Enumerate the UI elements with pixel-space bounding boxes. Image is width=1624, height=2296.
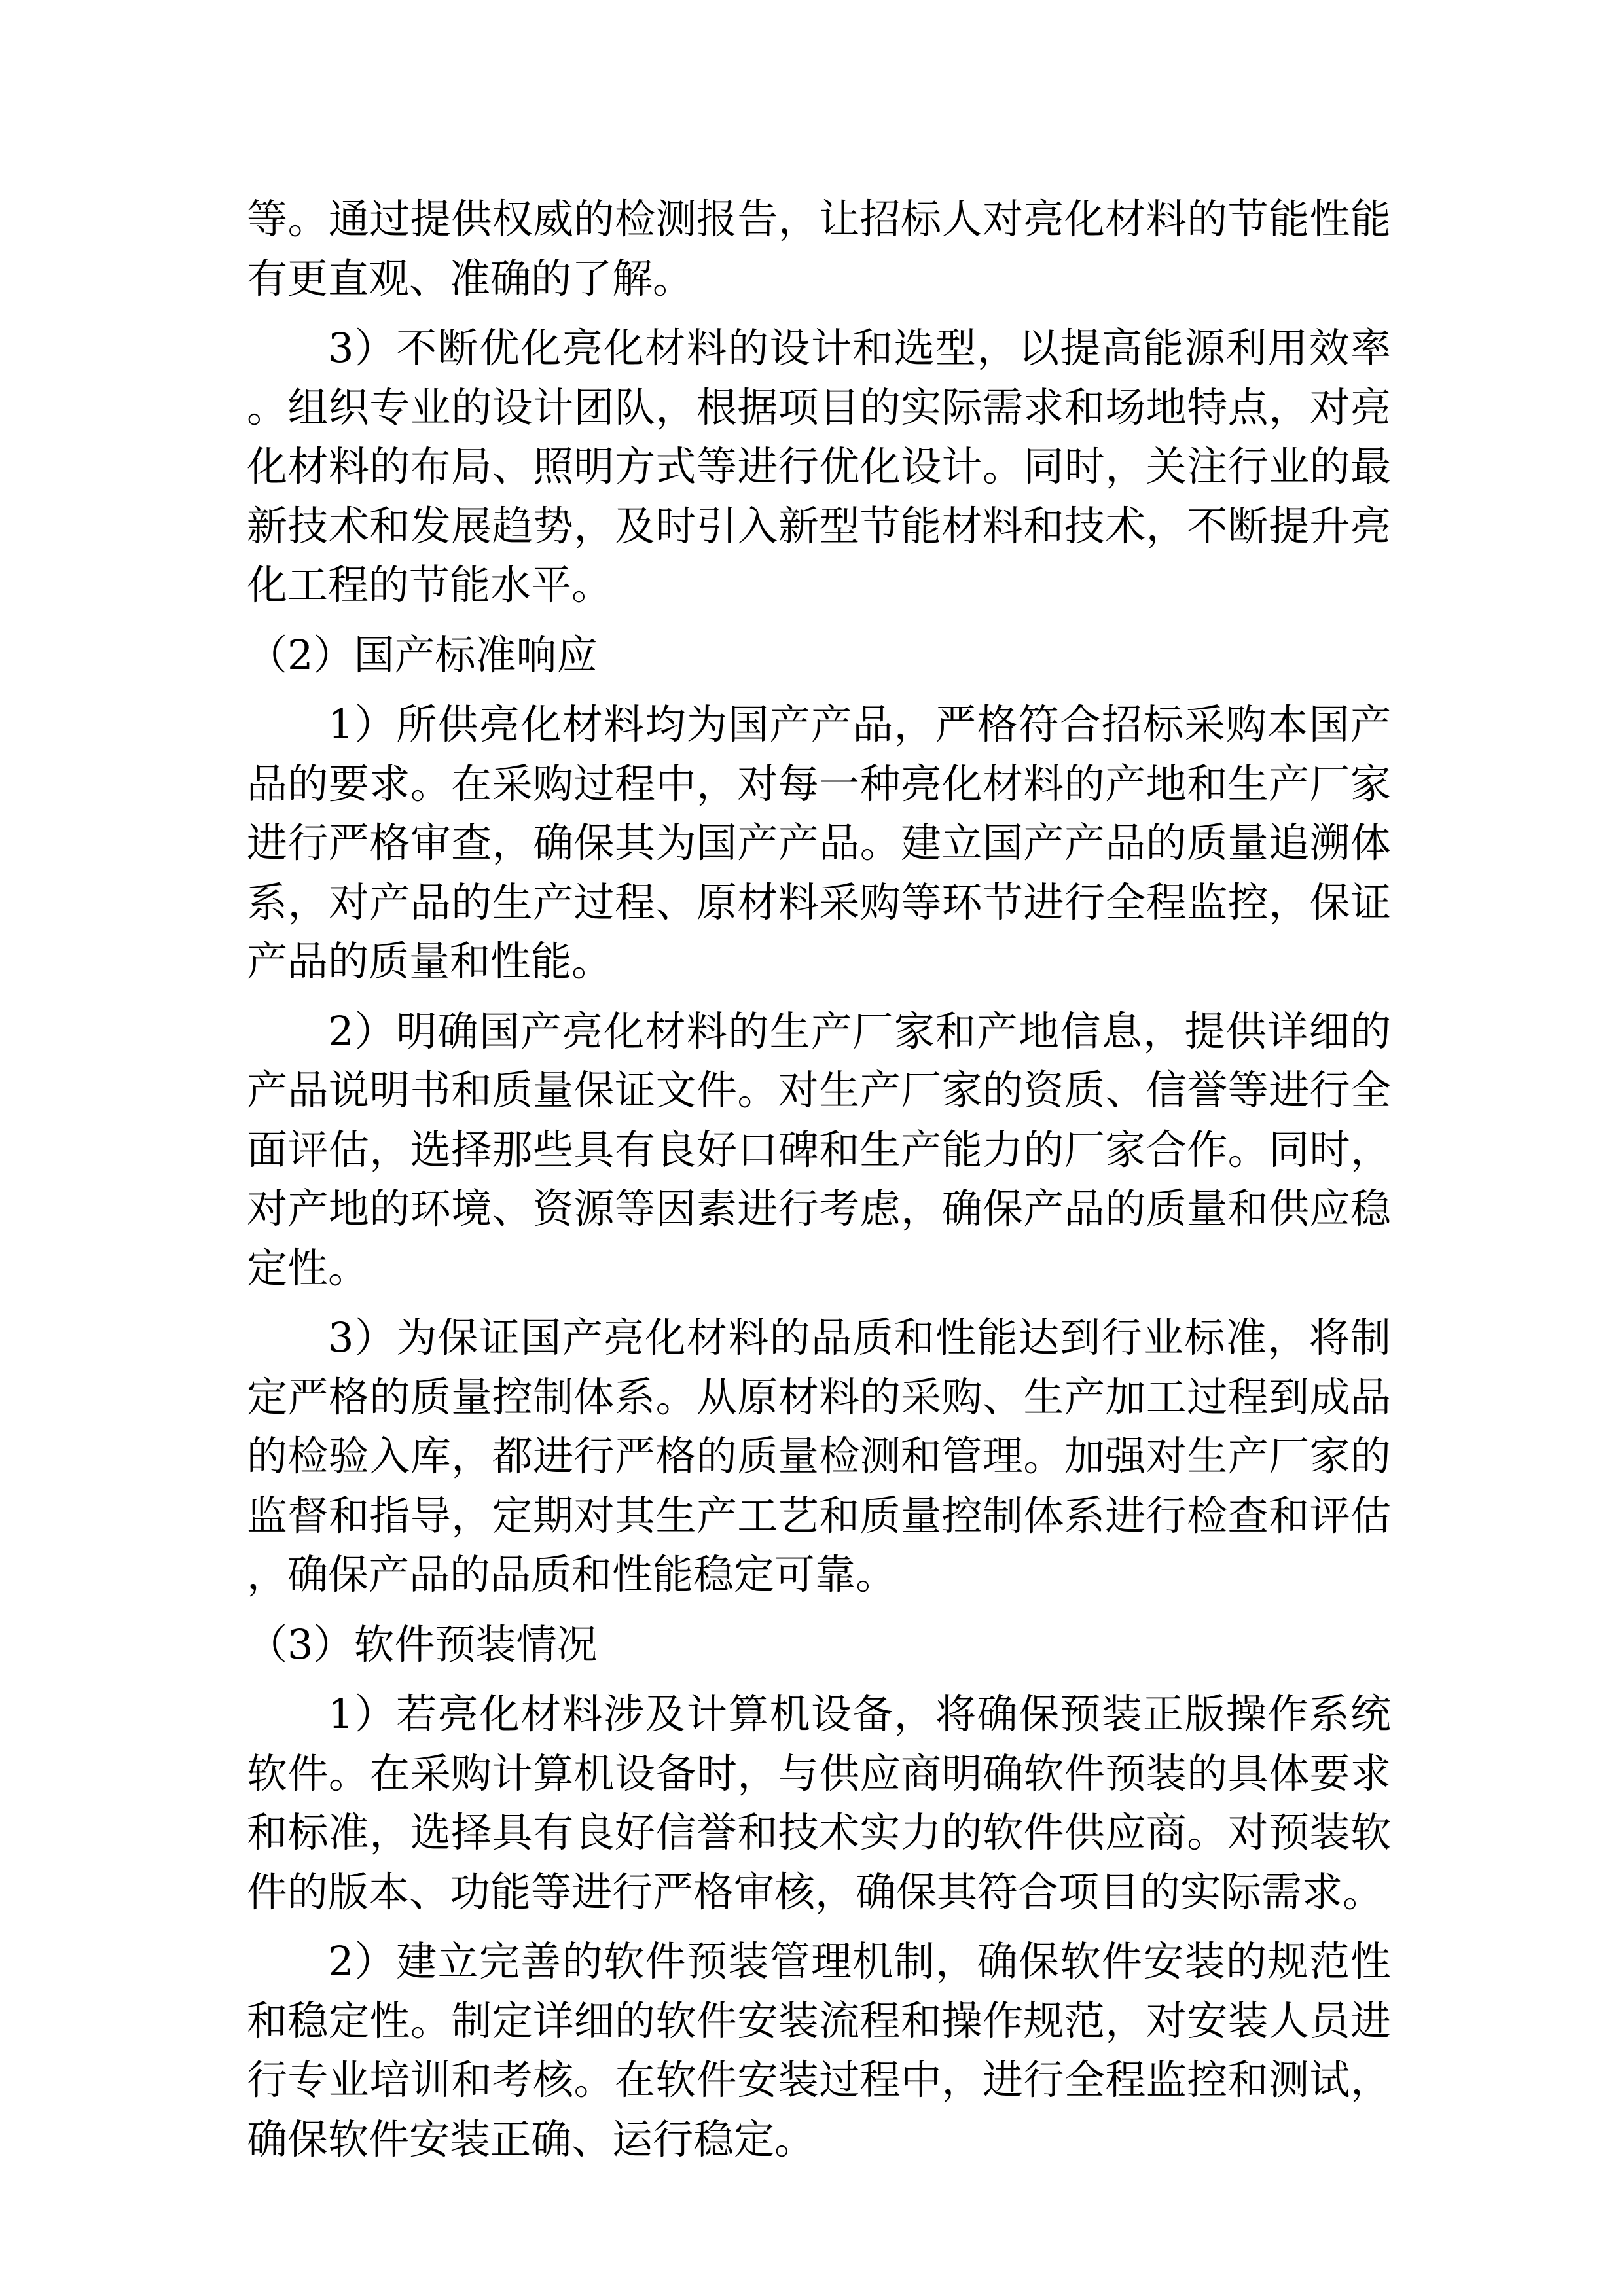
section-heading-domestic-standard: （2）国产标准响应 xyxy=(247,630,598,679)
page-body xyxy=(247,190,1391,2169)
paragraph-manufacturer-info: 2）明确国产亮化材料的生产厂家和产地信息，提供详细的产品说明书和质量保证文件。对生产厂家的资质、信誉等进行全面评估，选择那些具有良好口碑和生产能力的厂家合作。同时，对产地的环境、资源等因素进行考虑，确保产品的质量和供应稳定性。 xyxy=(247,1007,1391,1292)
paragraph-install-management: 2）建立完善的软件预装管理机制，确保软件安装的规范性和稳定性。制定详细的软件安装流程和操作规范，对安装人员进行专业培训和考核。在软件安装过程中，进行全程监控和测试，确保软件安装正确、运行稳定。 xyxy=(247,1937,1391,2163)
paragraph-continuation-testing-report: 等。通过提供权威的检测报告，让招标人对亮化材料的节能性能有更直观、准确的了解。 xyxy=(247,195,1391,302)
paragraph-optimize-design: 3）不断优化亮化材料的设计和选型，以提高能源利用效率。组织专业的设计团队，根据项目的实际需求和场地特点，对亮化材料的布局、照明方式等进行优化设计。同时，关注行业的最新技术和发展趋势，及时引入新型节能材料和技术，不断提升亮化工程的节能水平。 xyxy=(247,324,1391,609)
paragraph-genuine-os: 1）若亮化材料涉及计算机设备，将确保预装正版操作系统软件。在采购计算机设备时，与供应商明确软件预装的具体要求和标准，选择具有良好信誉和技术实力的软件供应商。对预装软件的版本、功能等进行严格审核，确保其符合项目的实际需求。 xyxy=(247,1690,1391,1916)
section-heading-software-preinstall: （3）软件预装情况 xyxy=(247,1620,598,1668)
paragraph-quality-control: 3）为保证国产亮化材料的品质和性能达到行业标准，将制定严格的质量控制体系。从原材料的采购、生产加工过程到成品的检验入库，都进行严格的质量检测和管理。加强对生产厂家的监督和指导，定期对其生产工艺和质量控制体系进行检查和评估，确保产品的品质和性能稳定可靠。 xyxy=(247,1314,1391,1598)
paragraph-domestic-products: 1）所供亮化材料均为国产产品，严格符合招标采购本国产品的要求。在采购过程中，对每一种亮化材料的产地和生产厂家进行严格审查，确保其为国产产品。建立国产产品的质量追溯体系，对产品的生产过程、原材料采购等环节进行全程监控，保证产品的质量和性能。 xyxy=(247,700,1391,985)
